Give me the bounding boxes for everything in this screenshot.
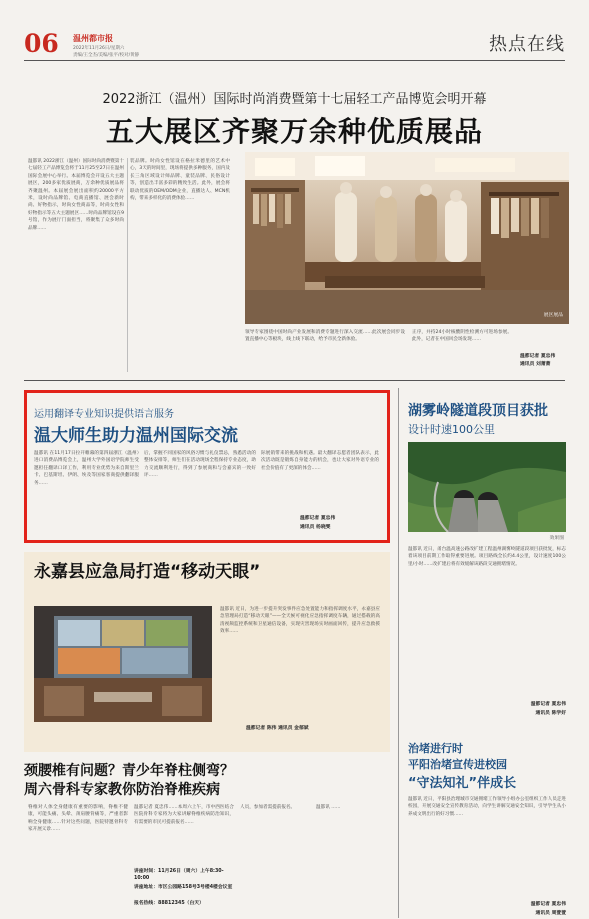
- zhidu-title-line2: 平阳治堵宣传进校园: [408, 758, 507, 771]
- zhidu-story: [408, 740, 568, 919]
- column-rule: [127, 158, 128, 372]
- spine-phone: 报名热线：88812345（白天）: [134, 901, 204, 906]
- emergency-photo: [34, 606, 212, 722]
- spine-title-line2: 周六骨科专家教你防治脊椎疾病: [24, 782, 220, 798]
- translation-byline-intern: 通讯员 杨晓雯: [300, 525, 331, 530]
- spine-body-col4: 温都讯 ……: [316, 805, 341, 810]
- translation-title: 温大师生助力温州国际交流: [34, 426, 238, 446]
- spine-time: 讲座时间：11月26日（周六）上午8:30-10:00: [134, 869, 224, 882]
- spine-body-col2: 温都记者 夏忠伟……本周六上午，市中西医结合医院骨科专家将为大家讲解脊椎疾病防治知识，有需要的市民可提前报名……: [134, 805, 234, 825]
- editors-line: 责编/王全杰/美编/张平/校对/黄静: [73, 53, 140, 58]
- right-column-rule: [398, 388, 399, 918]
- lead-photo: [245, 152, 569, 324]
- translation-body-col3: 际展销带来的挑战和机遇。最大翻译志愿者团队表示，此次活动既是锻炼自身能力的机会，也让大家对外语专业的社会价值有了更深的体会……: [261, 451, 379, 471]
- translation-kicker: 运用翻译专业知识提供语言服务: [34, 409, 174, 420]
- emergency-story: [24, 552, 390, 752]
- tunnel-rendering-illustration: [408, 442, 566, 532]
- lead-byline-reporter: 温都记者 夏忠伟: [520, 354, 556, 359]
- tunnel-subtitle: 设计时速100公里: [408, 423, 495, 436]
- spine-title-line1: 颈腰椎有问题？青少年脊柱侧弯？: [24, 763, 234, 779]
- zhidu-body: 温都讯 近日，平阳县治理城市交通拥堵工作领导小组办公室组织工作人员走进校园，开展交通安全宣传教育活动，向学生讲解交通安全知识，引导学生从小养成文明出行的好习惯……: [408, 797, 566, 817]
- boutique-illustration: [245, 152, 569, 324]
- tunnel-byline-reporter: 温都记者 夏忠伟: [530, 702, 566, 707]
- emergency-byline: 温都记者 陈伟 通讯员 金郁斌: [246, 726, 309, 731]
- masthead: [0, 0, 589, 62]
- lead-subtitle: 2022浙江（温州）国际时尚消费暨第十七届轻工产品博览会明开幕: [102, 92, 487, 107]
- zhidu-byline-reporter: 温都记者 夏忠伟: [530, 902, 566, 907]
- tunnel-body: 温都讯 近日，甬台温高速公路改扩建工程温州湖雾岭隧道段项目获批复，标志着该项目前期工作取得重要进展。项目路线全长约4.4公里，设计速度100公里/小时……改扩建后将有效缓解该路段交通拥堵情况。: [408, 547, 566, 567]
- lead-photo-caption: 展区展品: [543, 313, 563, 318]
- lead-body-col2: 装品牌。时尚女性馆设在格拉米德里的艺术中心，3天的时间里，现场将提供多种服务，国内及长三角区域设计师品牌、童装品牌、民俗设计等，创造出丰富多彩的精致生活。此外，展会将联动优质的OEM/ODM企业，直播达人、MCN机构，带来多样化的消费体验……: [130, 159, 230, 202]
- zhidu-title-line1: 治堵进行时: [408, 742, 463, 755]
- zhidu-title-line3: “守法知礼”伴成长: [408, 776, 517, 791]
- lead-body-col3: 领导专家围绕中国时尚产业发展和消费专题进行深入交流……此次展会同步设置直播中心等板块，线上线下联动，给予市民全新体验。: [245, 330, 405, 343]
- emergency-title: 永嘉县应急局打造“移动天眼”: [34, 562, 261, 582]
- tunnel-photo: [408, 442, 566, 532]
- page-number: 06: [24, 29, 59, 58]
- lead-body-col4: 正序，并持24小时核酸阴性检测方可进场参展。此外，记者在中国风会场发现……: [412, 330, 512, 343]
- section-title: 热点在线: [489, 34, 565, 55]
- zhidu-byline-intern: 通讯员 周萱萱: [535, 911, 566, 916]
- masthead-rule: [24, 60, 565, 61]
- spine-place: 讲座地址：市区公园路158号3号楼4楼会议室: [134, 885, 233, 890]
- lead-body-col1: 温都讯 2022浙江（温州）国际时尚消费暨第十七届轻工产品博览会将于11月25至27日在温州国际会展中心举行。本届博览会开设五大主题展区，200多家优质展商，万余种优质展品将齐聚温州。本届展会展出面积约20000平方米，设时尚品牌馆、电商直播馆、展会新时尚、好物指示，时尚女性商品等，时尚女性和好物指示等五大主题展区……时尚品牌馆设在9号馆，作为展厅门面担当，将聚集了众多时尚品牌……: [28, 159, 124, 231]
- tunnel-photo-caption: 效果图: [549, 536, 564, 541]
- paper-name: 温州都市报: [73, 34, 113, 43]
- spine-body-col1: 脊椎对人体全身健康有重要的影响，脊椎不健康，可能头痛、头晕、颈肩腰背痛等，严重者影响全身健康……针对这些问题，医院特邀骨科专家开展义诊……: [28, 805, 128, 833]
- translation-body-col1: 温都讯 在11月17日拉开帷幕的第四届浙江（温州）进口消费品博览会上，温州大学外国语学院师生受邀担任翻译口译工作，利用专业优势为来自斯里兰卡、巴基斯坦、伊朗、埃及等国家客商提供翻译服务……: [34, 451, 139, 486]
- issue-date: 2022年11月26日/星期六: [73, 46, 125, 51]
- spine-story: [24, 760, 390, 919]
- tunnel-title: 湖雾岭隧道段顶目获批: [408, 403, 548, 419]
- lead-title: 五大展区齐聚万余种优质展品: [105, 115, 483, 148]
- translation-body-col2: 后，掌握不同国家的风俗习惯与礼仪禁忌，熟悉活动的整体安排等，师生们在活动现场全程保持专业态度，助力交流顺利进行，得到了参展商和与会嘉宾的一致好评……: [144, 451, 256, 479]
- emergency-body: 温都讯 近日，为进一步提升突发事件应急处置能力和指挥调度水平，永嘉县应急管理局打造“移动天眼”——全天候可视化应急指挥调度车辆，通过搭载的高清视频监控系统和卫星通信设备，实现灾害现场实时画面回传，提升应急救援效率……: [220, 607, 380, 635]
- command-vehicle-interior-illustration: [34, 606, 212, 722]
- section-rule: [24, 380, 565, 381]
- spine-body-col3: 人员，参加者需提前报名。: [240, 805, 296, 810]
- tunnel-story: [408, 400, 568, 740]
- lead-byline-intern: 通讯员 刘萧萧: [520, 362, 551, 367]
- translation-byline-reporter: 温都记者 夏忠伟: [300, 516, 336, 521]
- tunnel-byline-intern: 通讯员 陈学好: [535, 711, 566, 716]
